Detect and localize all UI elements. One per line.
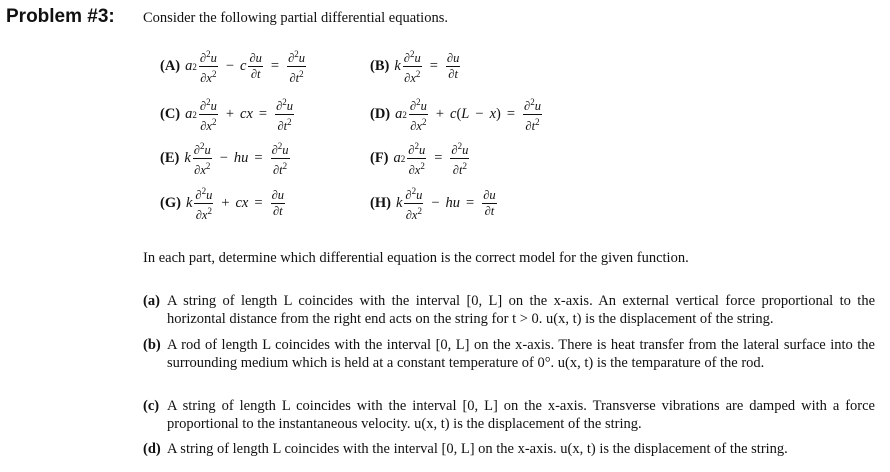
equation-a: (A) a 2 $\frac{\partial^2u}{\partial x^2}$ − c $\frac{\partial u}{\partial t}$ = $\frac{\partial^2u}{\partial t^2}$ [160,49,306,86]
equation-label: (H) [370,195,391,212]
equation-label: (C) [160,106,181,123]
part-label: (c) [143,398,160,414]
equation-label: (A) [160,58,181,75]
equation-f: (F) a 2 $\frac{\partial^2u}{\partial x^2}$ = $\frac{\partial^2u}{\partial t^2}$ [370,141,469,178]
part-label: (d) [143,441,161,457]
part-text: A rod of length L coincides with the interval [0, L] on the x-axis. There is heat transfer from the lateral surface into the surrounding medium which is held at a constant temperature of 0°. u(x, t) is the temparature of the rod. [167,337,875,371]
instructions: In each part, determine which differential equation is the correct model for the given function. [143,250,689,266]
part-text: A string of length L coincides with the interval [0, L] on the x-axis. An external vertical force proportional to the horizontal distance from the right end acts on the string for t > 0. u(x, t) is the displacement of the string. [167,293,875,327]
equation-label: (F) [370,150,389,167]
problem-title: Problem #3: [6,6,115,27]
equation-h: (H) k $\frac{\partial^2u}{\partial x^2}$ − hu = $\frac{\partial u}{\partial t}$ [370,186,496,223]
equation-label: (B) [370,58,390,75]
part-c [143,397,875,433]
equation-label: (E) [160,150,180,167]
equation-e: (E) k $\frac{\partial^2u}{\partial x^2}$ − hu = $\frac{\partial^2u}{\partial t^2}$ [160,141,289,178]
part-text: A string of length L coincides with the interval [0, L] on the x-axis. Transverse vibrations are damped with a force proportional to the instantaneous velocity. u(x, t) is the displacement of the string. [167,398,875,432]
part-text: A string of length L coincides with the interval [0, L] on the x-axis. u(x, t) is the displacement of the string. [167,441,788,457]
part-label: (b) [143,337,161,353]
part-b [143,336,875,372]
part-d [143,440,875,458]
equation-b: (B) k $\frac{\partial^2u}{\partial x^2}$ = $\frac{\partial u}{\partial t}$ [370,49,460,86]
problem-intro: Consider the following partial differential equations. [143,10,448,26]
equation-label: (D) [370,106,391,123]
equation-g: (G) k $\frac{\partial^2u}{\partial x^2}$ + cx = $\frac{\partial u}{\partial t}$ [160,186,284,223]
part-label: (a) [143,293,160,309]
equation-d: (D) a 2 $\frac{\partial^2u}{\partial x^2}$ + c ( L − x ) = $\frac{\partial^2u}{\partial t^2}$ [370,97,541,134]
part-a [143,292,875,328]
equation-label: (G) [160,195,181,212]
equation-c: (C) a 2 $\frac{\partial^2u}{\partial x^2}$ + cx = $\frac{\partial^2u}{\partial t^2}$ [160,97,294,134]
